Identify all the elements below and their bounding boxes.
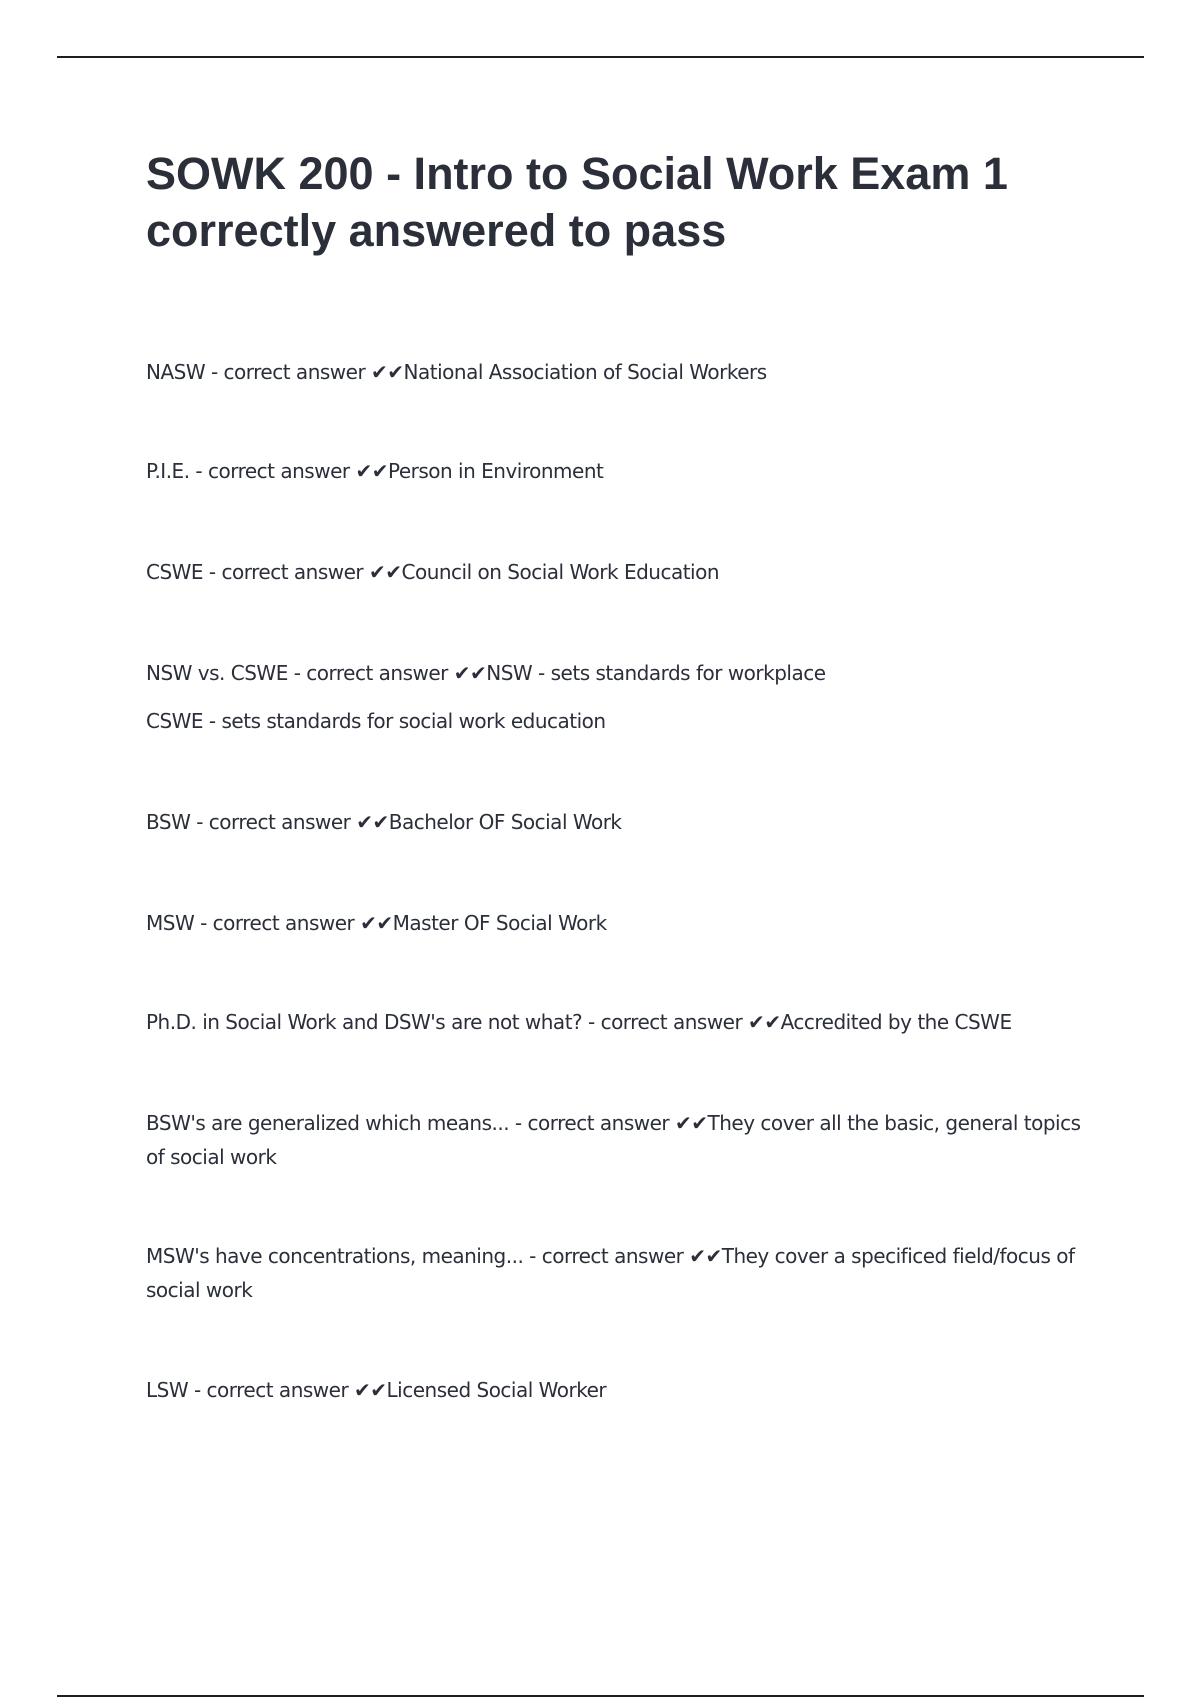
qa-text: MSW's have concentrations, meaning... - correct answer ✔✔They cover a specificed field/focus of social work	[146, 1244, 1075, 1302]
qa-item-pie	[146, 454, 603, 488]
qa-item-nsw-vs-cswe	[146, 656, 826, 738]
qa-text: MSW - correct answer ✔✔Master OF Social Work	[146, 911, 607, 935]
qa-item-phd-dsw	[146, 1005, 1012, 1039]
qa-item-cswe	[146, 555, 719, 589]
qa-text: NSW vs. CSWE - correct answer ✔✔NSW - sets standards for workplace	[146, 661, 826, 685]
qa-text: LSW - correct answer ✔✔Licensed Social Worker	[146, 1378, 607, 1402]
qa-item-bsw	[146, 805, 622, 839]
qa-text: CSWE - correct answer ✔✔Council on Social Work Education	[146, 560, 720, 584]
qa-item-msw-concentrations	[146, 1239, 1096, 1307]
qa-item-msw	[146, 906, 607, 940]
qa-item-lsw	[146, 1373, 606, 1407]
qa-text: P.I.E. - correct answer ✔✔Person in Environment	[146, 459, 604, 483]
document-title: SOWK 200 - Intro to Social Work Exam 1 correctly answered to pass	[146, 148, 1008, 256]
qa-text: NASW - correct answer ✔✔National Association of Social Workers	[146, 360, 767, 384]
qa-item-bsw-generalized	[146, 1106, 1096, 1174]
document-page	[146, 145, 1096, 1402]
qa-text: BSW's are generalized which means... - correct answer ✔✔They cover all the basic, general topics of social work	[146, 1111, 1081, 1169]
qa-text-continued: CSWE - sets standards for social work education	[146, 709, 606, 733]
qa-text: Ph.D. in Social Work and DSW's are not what? - correct answer ✔✔Accredited by the CSWE	[146, 1010, 1012, 1034]
bottom-divider	[57, 1695, 1144, 1697]
top-divider	[57, 56, 1144, 58]
qa-item-nasw	[146, 355, 767, 389]
qa-text: BSW - correct answer ✔✔Bachelor OF Social Work	[146, 810, 622, 834]
